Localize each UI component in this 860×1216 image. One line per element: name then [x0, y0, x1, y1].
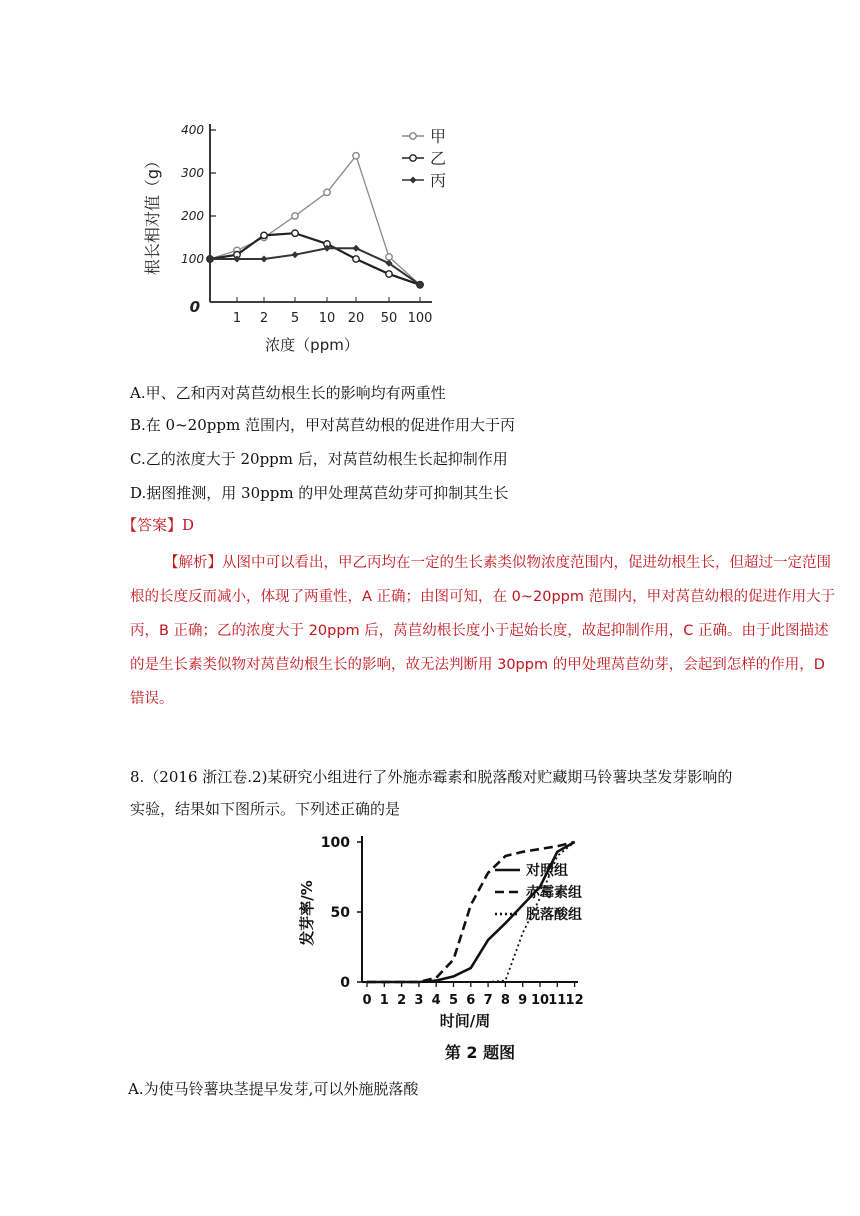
x-tick-label: 3 [414, 993, 424, 1008]
y-tick-label: 0 [340, 975, 350, 991]
y-tick-label: 400 [181, 123, 204, 137]
x-tick-label: 7 [483, 993, 493, 1008]
x-tick-label: 50 [380, 311, 398, 326]
data-point [292, 230, 298, 236]
legend-label: 对照组 [526, 863, 568, 879]
x-tick-label: 20 [347, 311, 365, 326]
y-tick-label: 200 [181, 209, 204, 223]
x-tick-label: 11 [548, 993, 567, 1008]
question-8-line-2: 实验，结果如下图所示。下列述正确的是 [130, 800, 401, 818]
x-tick-label: 10 [318, 311, 336, 326]
data-point [261, 256, 268, 263]
x-tick-label: 100 [407, 311, 433, 326]
option-b: B.在 0~20ppm 范围内，甲对莴苣幼根的促进作用大于丙 [130, 416, 515, 434]
question-8-option-a: A.为使马铃薯块茎提早发芽,可以外施脱落酸 [128, 1080, 419, 1098]
data-point [292, 213, 298, 219]
root-length-chart [140, 112, 460, 362]
legend-label: 丙 [430, 171, 447, 190]
figure-caption: 第 2 题图 [444, 1043, 516, 1062]
analysis-text: 从图中可以看出，甲乙丙均在一定的生长素类似物浓度范围内，促进幼根生长，但超过一定范围根的长度反而减小，体现了两重性，A 正确；由图可知，在 0~20ppm 范围内，甲对莴苣幼根的促进作用大于丙，B 正确；乙的浓度大于 20ppm 后，莴苣幼根长度小于起始长度，故起抑制作用，C 正确。由于此图描述的是生长素类似物对莴苣幼根生长的影响，故无法判断用 30ppm 的甲处理莴苣幼芽，会起到怎样的作用，D 错误。 [130, 555, 836, 707]
x-tick-label: 12 [565, 993, 584, 1008]
y-tick-label: 100 [181, 252, 204, 266]
y-axis-label: 根长相对值（g） [143, 152, 162, 276]
legend-label: 脱落酸组 [526, 907, 582, 923]
legend-marker [410, 133, 416, 139]
analysis-paragraph [130, 546, 842, 716]
x-tick-label: 4 [431, 993, 441, 1008]
x-tick-label: 2 [259, 311, 269, 326]
x-tick-label: 1 [232, 311, 242, 326]
x-tick-label: 2 [397, 993, 407, 1008]
legend-label: 乙 [430, 149, 447, 168]
x-tick-label: 5 [448, 993, 459, 1008]
x-axis-label: 时间/周 [439, 1012, 491, 1030]
data-point [261, 232, 267, 238]
data-point [353, 256, 359, 262]
option-a: A.甲、乙和丙对莴苣幼根生长的影响均有两重性 [130, 384, 446, 402]
x-tick-label: 1 [379, 993, 389, 1008]
x-tick-label: 8 [500, 993, 510, 1008]
legend-label: 赤霉素组 [526, 885, 582, 901]
legend-marker [410, 177, 417, 184]
x-tick-label: 5 [290, 311, 300, 326]
data-point [386, 271, 392, 277]
x-tick-label: 10 [530, 993, 550, 1008]
question-8-line-1: 8.（2016 浙江卷.2)某研究小组进行了外施赤霉素和脱落酸对贮藏期马铃薯块茎发芽影响的 [130, 768, 733, 786]
x-tick-label: 6 [466, 993, 476, 1008]
legend-label: 甲 [430, 127, 447, 146]
option-d: D.据图推测，用 30ppm 的甲处理莴苣幼芽可抑制其生长 [130, 484, 509, 502]
option-c: C.乙的浓度大于 20ppm 后，对莴苣幼根生长起抑制作用 [130, 450, 508, 468]
analysis-label: 【解析】 [164, 555, 222, 571]
data-point [292, 251, 299, 258]
answer-label: 【答案】D [122, 516, 195, 534]
origin-label: 0 [189, 298, 200, 316]
data-point [353, 245, 360, 252]
data-point [324, 189, 330, 195]
legend-marker [410, 155, 416, 161]
y-tick-label: 50 [330, 905, 350, 921]
data-point [353, 153, 359, 159]
x-tick-label: 0 [362, 993, 372, 1008]
x-axis-label: 浓度（ppm） [265, 336, 359, 354]
y-tick-label: 100 [320, 835, 350, 851]
y-tick-label: 300 [181, 166, 204, 180]
x-tick-label: 9 [518, 993, 528, 1008]
sprouting-rate-chart [290, 818, 610, 1068]
y-axis-label: 发芽率/% [298, 880, 316, 946]
data-point [386, 254, 392, 260]
